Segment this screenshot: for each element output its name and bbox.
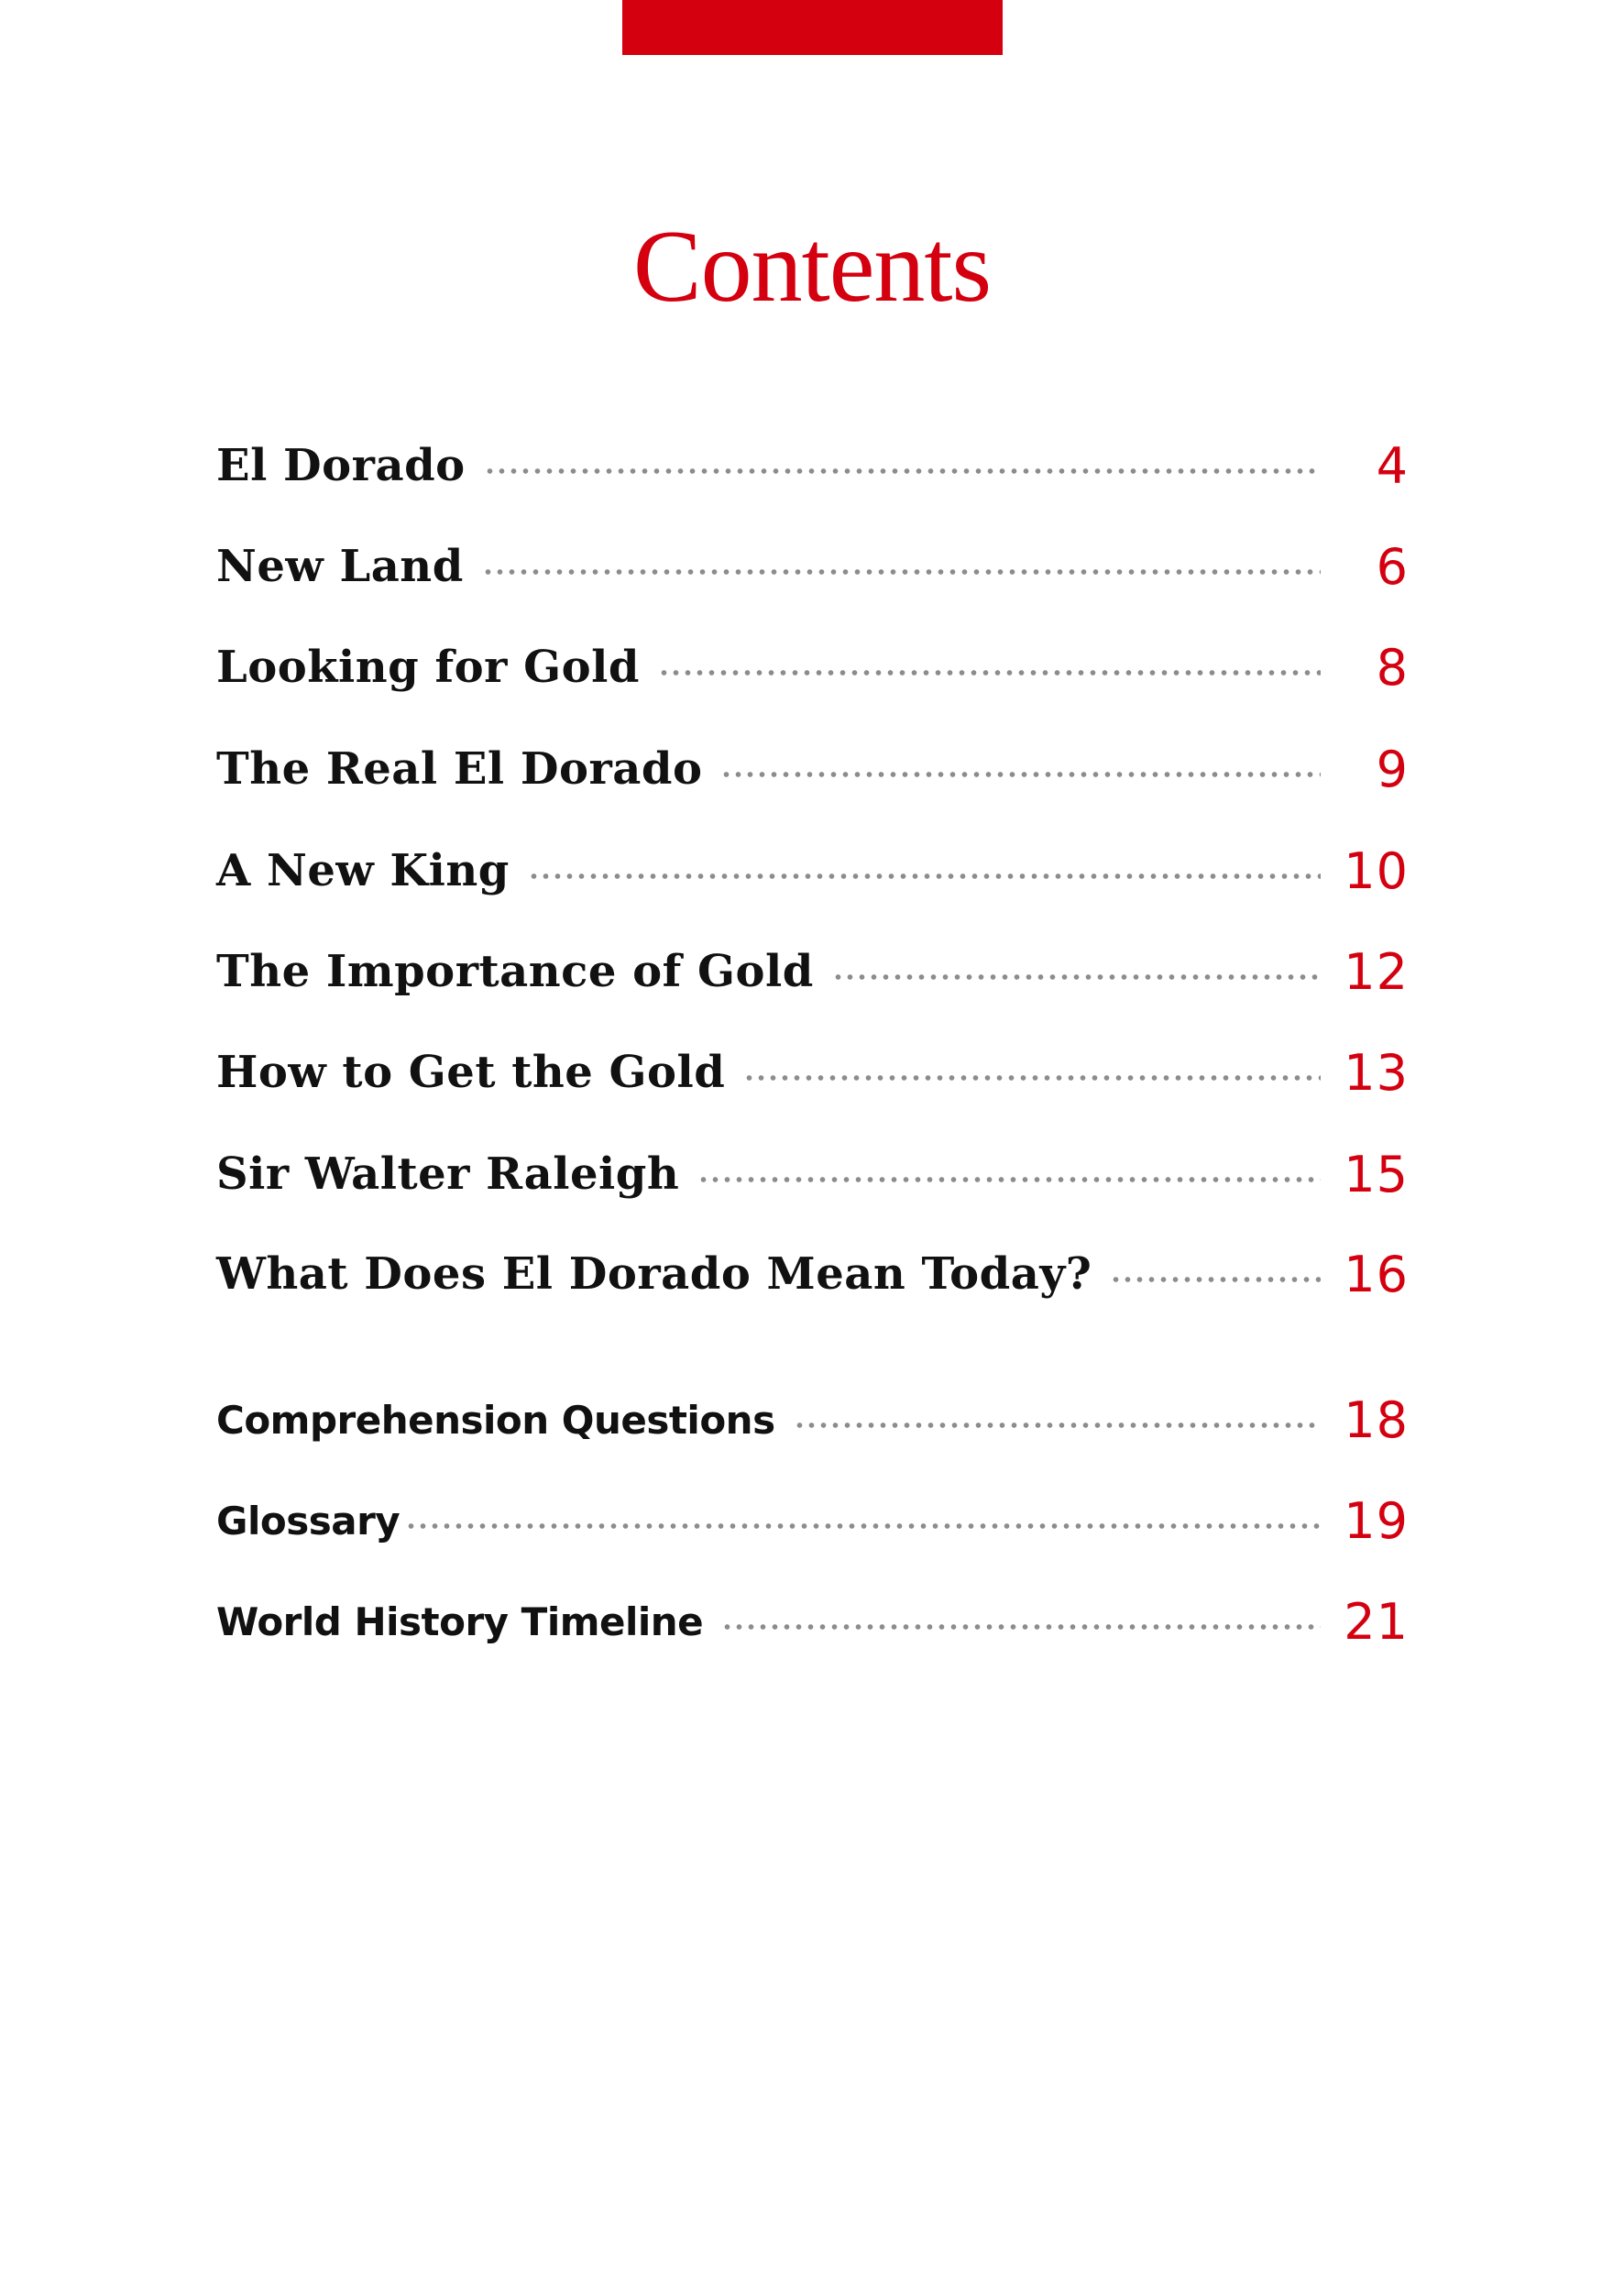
- toc-page-number: 8: [1376, 638, 1409, 697]
- toc-entry[interactable]: [216, 935, 1409, 1008]
- toc-page-number: 16: [1344, 1245, 1409, 1303]
- dot-leader: [832, 973, 1321, 981]
- toc-page-number: 21: [1344, 1592, 1409, 1651]
- dot-leader: [720, 771, 1321, 778]
- dot-leader: [697, 1176, 1321, 1183]
- toc-entry[interactable]: [216, 1137, 1409, 1211]
- toc-page-number: 10: [1344, 841, 1409, 900]
- toc-entry[interactable]: [216, 429, 1409, 502]
- toc-entry-title: Sir Walter Raleigh: [216, 1148, 680, 1200]
- toc-entry-back-matter[interactable]: [216, 1484, 1409, 1557]
- toc-page-number: 9: [1376, 740, 1409, 798]
- toc-entry[interactable]: [216, 1237, 1409, 1311]
- dot-leader: [658, 669, 1321, 676]
- dot-leader: [528, 873, 1321, 880]
- toc-page-number: 18: [1344, 1390, 1409, 1449]
- dot-leader: [482, 568, 1321, 576]
- toc-entry-back-matter[interactable]: [216, 1383, 1409, 1456]
- toc-entry-title: El Dorado: [216, 440, 466, 491]
- toc-entry-title: The Real El Dorado: [216, 743, 703, 795]
- toc-entry-title: What Does El Dorado Mean Today?: [216, 1248, 1092, 1300]
- dot-leader: [405, 1522, 1321, 1530]
- toc-entry-title: How to Get the Gold: [216, 1047, 726, 1098]
- dot-leader: [743, 1074, 1321, 1082]
- toc-entry[interactable]: [216, 530, 1409, 603]
- toc-entry-title: A New King: [216, 845, 510, 896]
- toc-page-number: 19: [1344, 1491, 1409, 1550]
- toc-page-number: 13: [1344, 1043, 1409, 1102]
- dot-leader: [484, 467, 1321, 475]
- toc-page-number: 12: [1344, 942, 1409, 1001]
- table-of-contents: [216, 0, 1409, 2274]
- toc-page-number: 6: [1376, 537, 1409, 596]
- dot-leader: [721, 1623, 1321, 1631]
- toc-entry-title: New Land: [216, 541, 464, 592]
- dot-leader: [1110, 1276, 1321, 1283]
- toc-entry[interactable]: [216, 1036, 1409, 1109]
- toc-entry-title: Comprehension Questions: [216, 1397, 775, 1443]
- toc-entry[interactable]: [216, 834, 1409, 907]
- toc-page-number: 15: [1344, 1145, 1409, 1203]
- toc-entry-title: Looking for Gold: [216, 642, 640, 693]
- toc-entry[interactable]: [216, 631, 1409, 704]
- toc-entry[interactable]: [216, 732, 1409, 806]
- toc-entry-title: Glossary: [216, 1498, 401, 1543]
- page-title: Contents: [632, 210, 992, 324]
- dot-leader: [794, 1422, 1321, 1429]
- toc-entry-title: World History Timeline: [216, 1598, 704, 1644]
- toc-page-number: 4: [1376, 436, 1409, 495]
- toc-entry-back-matter[interactable]: [216, 1585, 1409, 1658]
- toc-entry-title: The Importance of Gold: [216, 946, 814, 997]
